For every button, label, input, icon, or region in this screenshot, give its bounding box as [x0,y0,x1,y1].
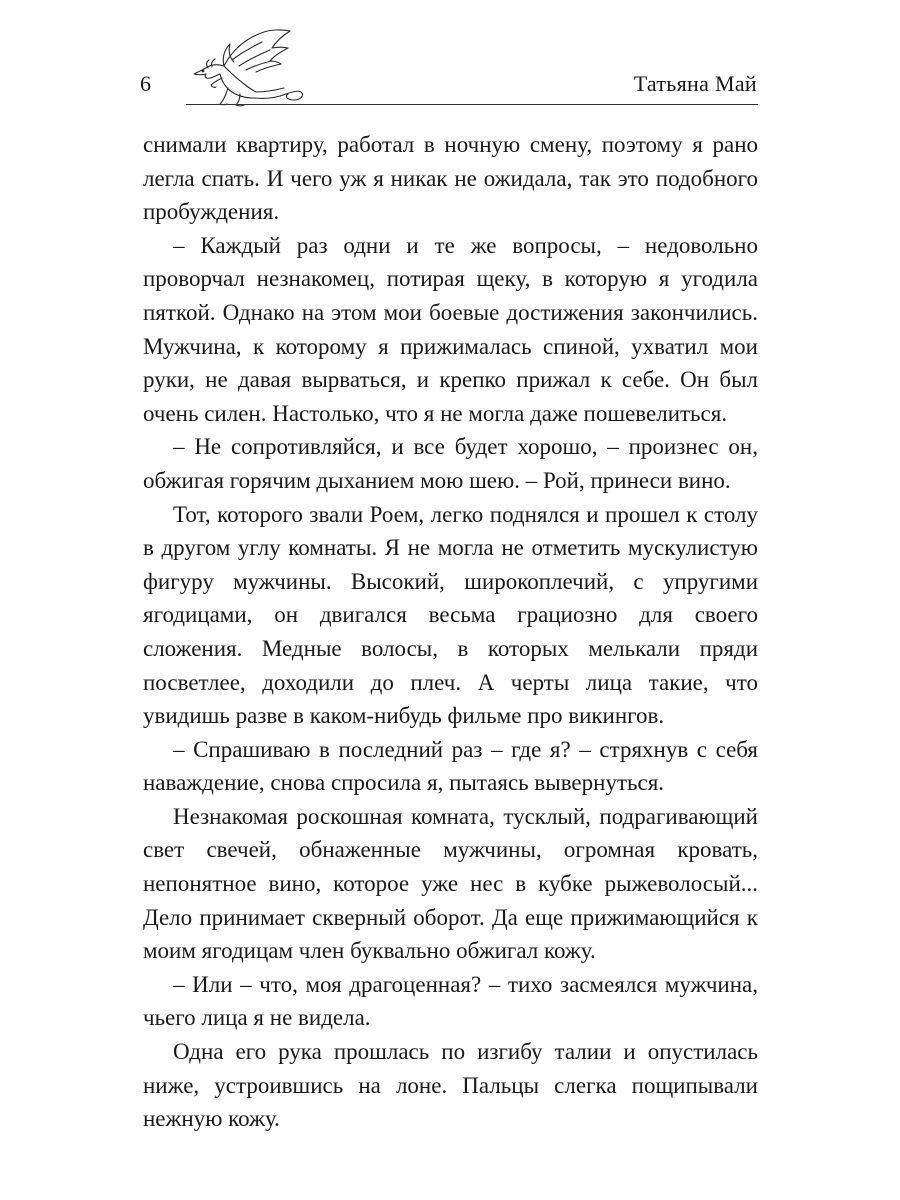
paragraph: снимали квартиру, работал в ночную смену, поэтому я рано легла спать. И чего уж я никак не ожидала, так это подобного пробуждения. [143,132,758,225]
header-rule [186,104,758,105]
paragraph: Незнакомая роскошная комната, тусклый, подрагивающий свет свечей, обнаженные мужчины, огромная кровать, непонятное вино, которое уже нес в кубке рыжеволосый... Дело принимает скверный оборот. Да еще прижимающийся к моим ягодицам член буквально обжигал кожу. [143,803,758,964]
running-head-author: Татьяна Май [633,71,757,96]
page-number: 6 [140,71,151,96]
paragraph: – Спрашиваю в последний раз – где я? – стряхнув с себя наваждение, снова спросила я, пытаясь вывернуться. [143,736,758,796]
page-body-text [143,128,758,1136]
paragraph: Тот, которого звали Роем, легко поднялся и прошел к столу в другом углу комнаты. Я не могла не отметить мускулистую фигуру мужчины. Высокий, широкоплечий, с упругими ягодицами, он двигался весьма грациозно для своего сложения. Медные волосы, в которых мелькали пряди посветлее, доходили до плеч. А черты лица такие, что увидишь разве в каком-нибудь фильме про викингов. [143,501,758,729]
paragraph: – Каждый раз одни и те же вопросы, – недовольно проворчал незнакомец, потирая щеку, в которую я угодила пяткой. Однако на этом мои боевые достижения закончились. Мужчина, к которому я прижималась спиной, ухватил мои руки, не давая вырваться, и крепко прижал к себе. Он был очень силен. Настолько, что я не могла даже пошевелиться. [143,232,758,426]
paragraph: – Не сопротивляйся, и все будет хорошо, – произнес он, обжигая горячим дыханием мою шею. – Рой, принеси вино. [143,434,758,493]
paragraph: Одна его рука прошлась по изгибу талии и опустилась ниже, устроившись на лоне. Пальцы слегка пощипывали нежную кожу. [143,1039,758,1132]
paragraph: – Или – что, моя драгоценная? – тихо засмеялся мужчина, чьего лица я не видела. [143,971,758,1031]
dragon-icon [184,28,310,108]
